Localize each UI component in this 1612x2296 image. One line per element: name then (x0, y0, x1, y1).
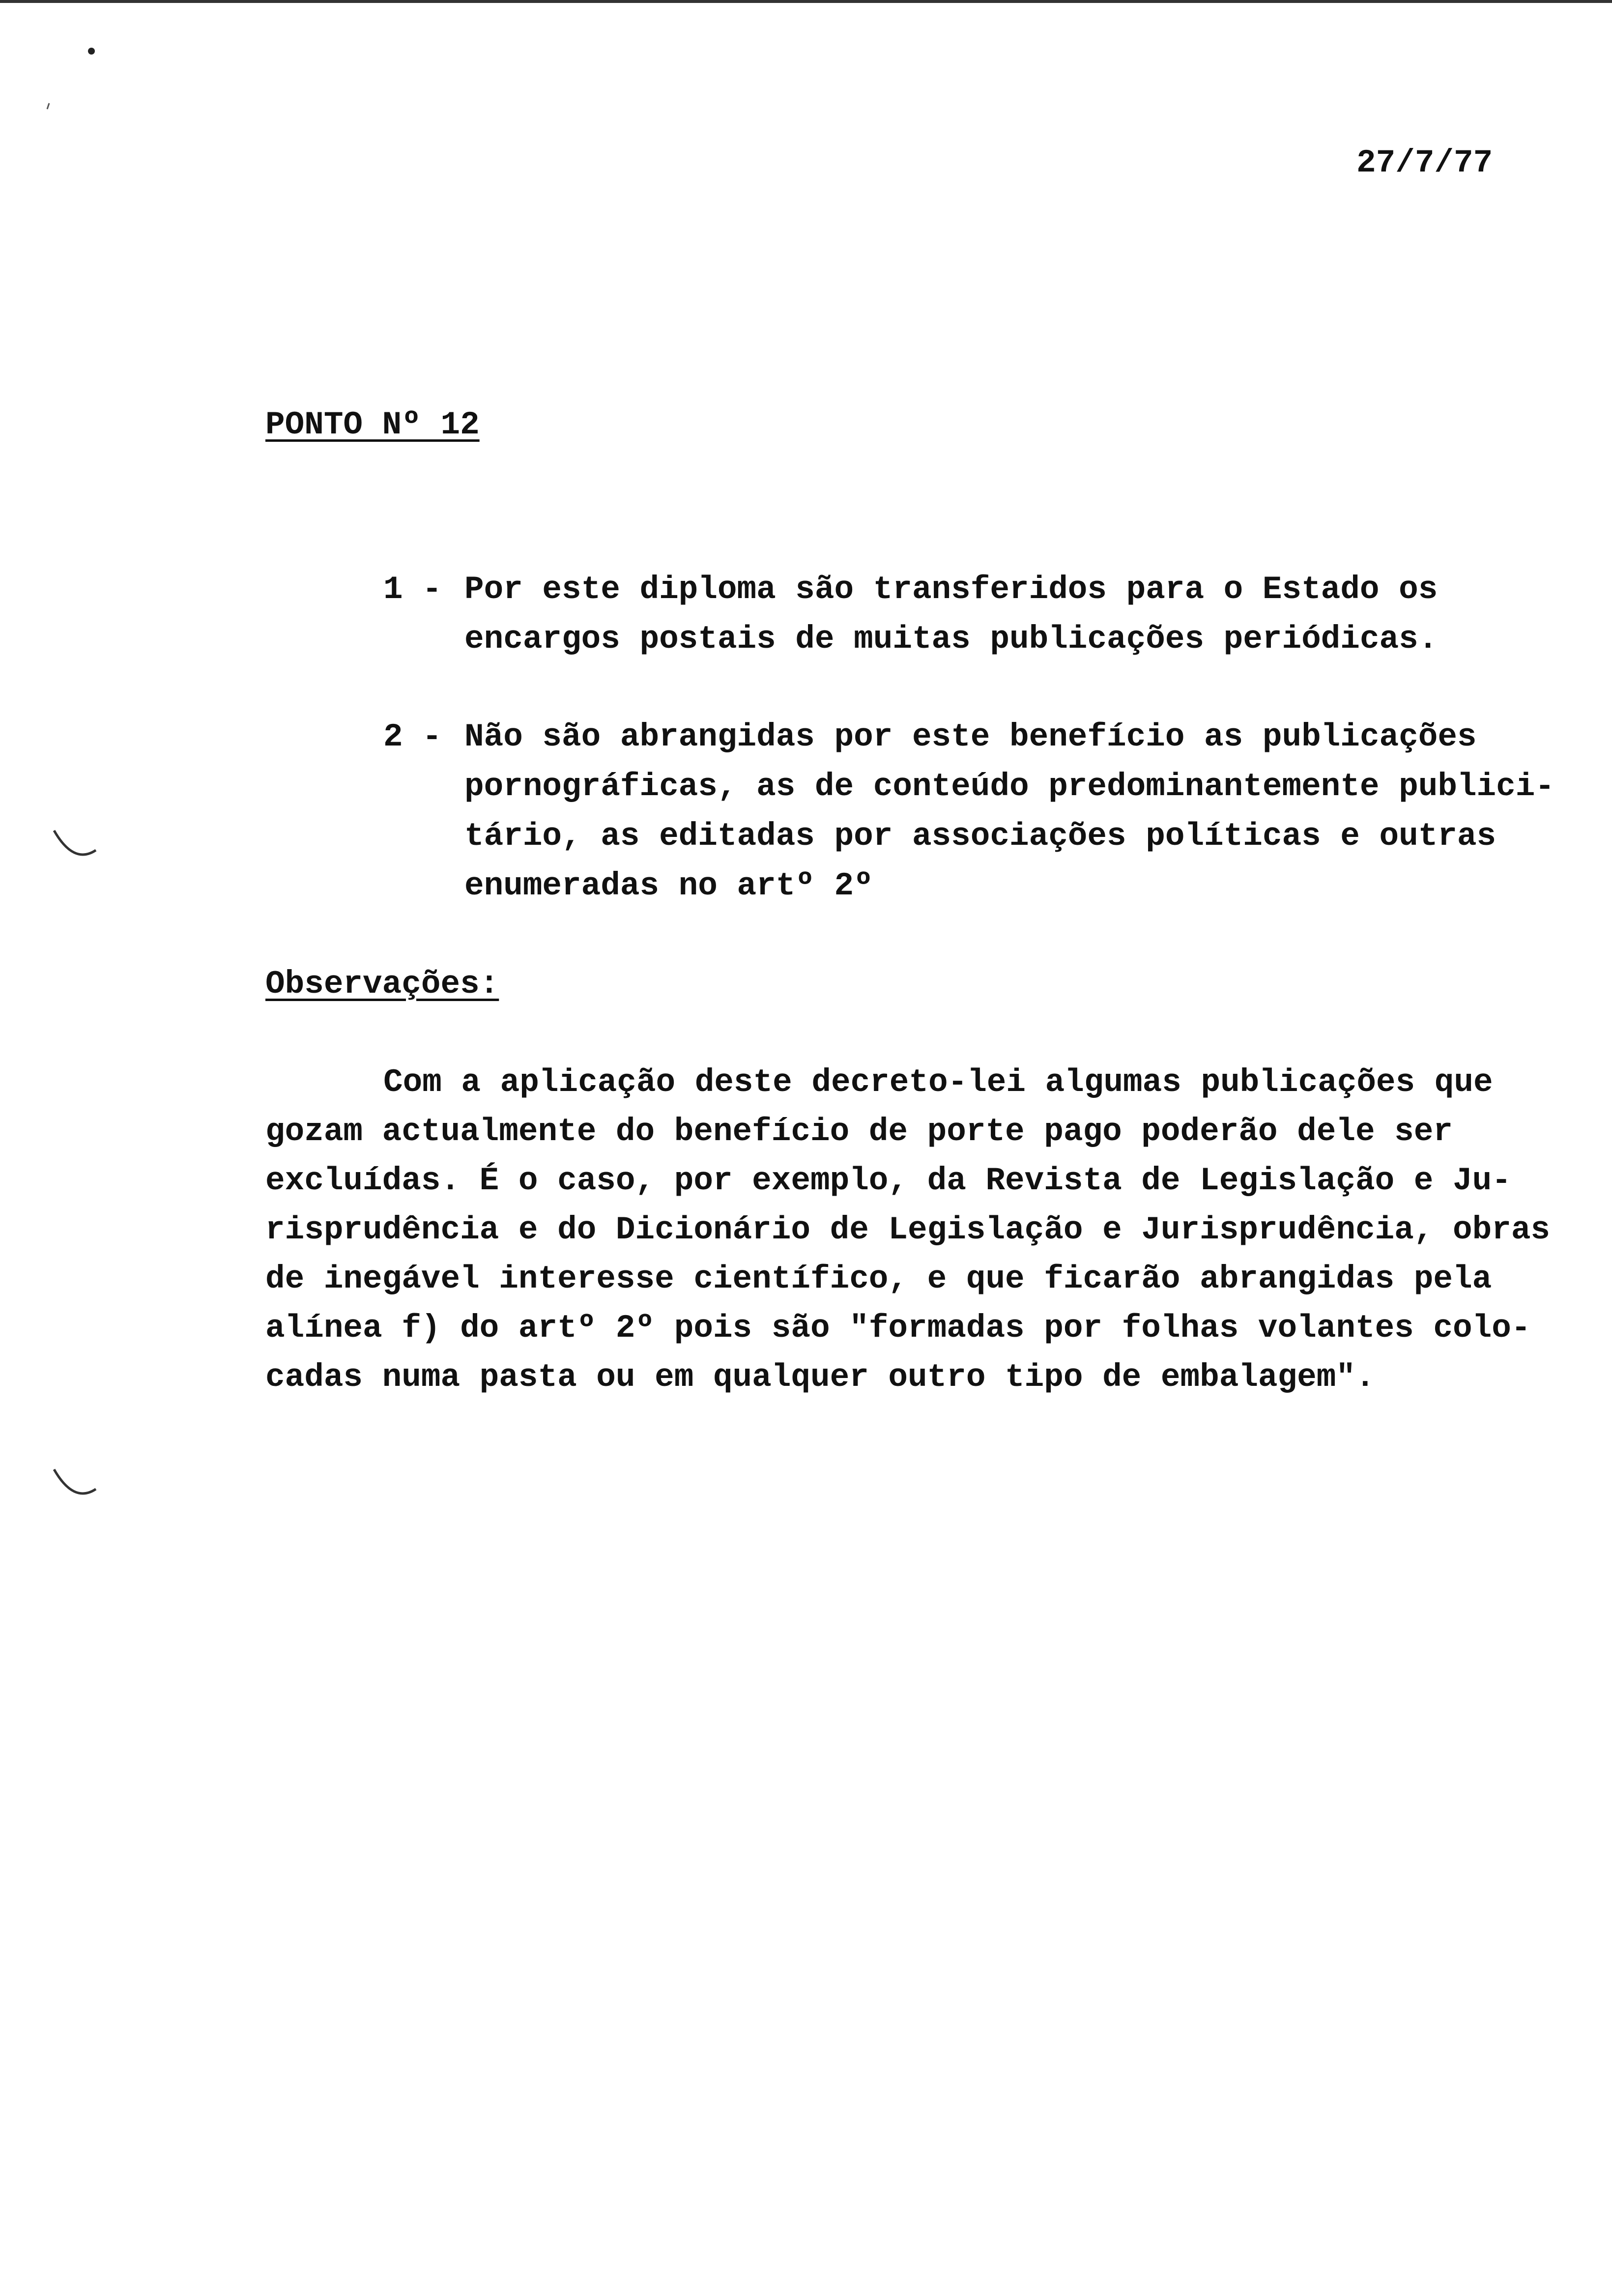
observations-line: excluídas. É o caso, por exemplo, da Revista de Legislação e Ju- (265, 1162, 1511, 1199)
punch-hole-arc (54, 831, 96, 855)
ink-speck (47, 103, 49, 109)
item-2-number: 2 - (383, 718, 442, 755)
item-2-line: Não são abrangidas por este benefício as publicações (464, 718, 1477, 755)
item-2-line: tário, as editadas por associações políticas e outras (464, 818, 1497, 855)
ink-dot (88, 48, 95, 55)
observations-line: alínea f) do artº 2º pois são "formadas por folhas volantes colo- (265, 1310, 1531, 1347)
observations-line: gozam actualmente do benefício de porte pago poderão dele ser (265, 1113, 1453, 1150)
document-date: 27/7/77 (1356, 144, 1493, 181)
item-2-line: pornográficas, as de conteúdo predominantemente publici- (464, 768, 1554, 805)
observations-line: risprudência e do Dicionário de Legislação e Jurisprudência, obras (265, 1211, 1551, 1248)
item-1-line: encargos postais de muitas publicações periódicas. (464, 621, 1438, 658)
punch-hole-arc (54, 1469, 96, 1493)
observations-line: Com a aplicação deste decreto-lei algumas publicações que (383, 1064, 1493, 1101)
margin-marks (0, 0, 147, 1573)
observations-heading: Observações: (265, 966, 499, 1003)
scan-edge-line (0, 0, 1612, 3)
item-1-number: 1 - (383, 571, 442, 608)
item-2-line: enumeradas no artº 2º (464, 867, 873, 904)
observations-line: de inegável interesse científico, e que ficarão abrangidas pela (265, 1261, 1492, 1297)
observations-line: cadas numa pasta ou em qualquer outro tipo de embalagem". (265, 1359, 1375, 1396)
document-heading: PONTO Nº 12 (265, 406, 480, 443)
item-1-line: Por este diploma são transferidos para o Estado os (464, 571, 1438, 608)
